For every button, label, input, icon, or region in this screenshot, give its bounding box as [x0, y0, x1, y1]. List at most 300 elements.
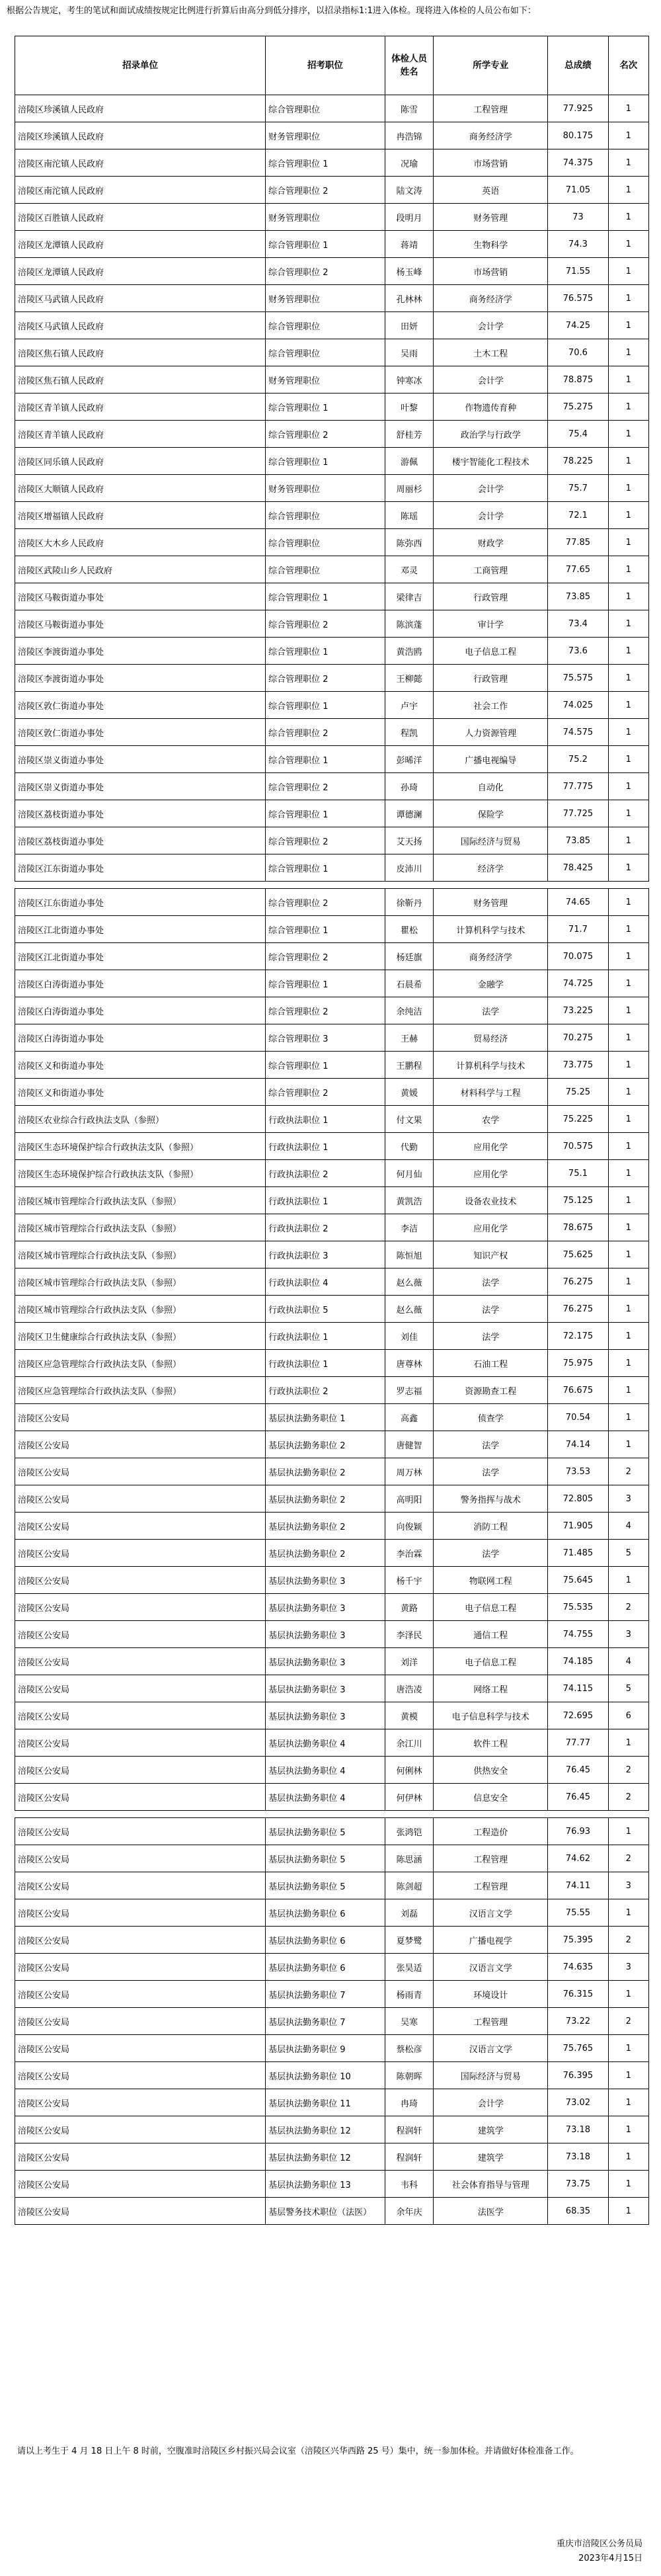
cell-rank: 5: [608, 1675, 648, 1702]
cell-name: 卢宇: [385, 692, 434, 719]
table-row: [15, 1052, 649, 1079]
cell-unit: 涪陵区公安局: [15, 1757, 266, 1784]
cell-rank: 1: [608, 312, 648, 339]
cell-position: 综合管理职位 2: [266, 421, 385, 448]
signature-date: 2023年4月15日: [578, 2554, 642, 2563]
cell-score: 75.25: [548, 1079, 608, 1106]
cell-unit: 涪陵区公安局: [15, 1784, 266, 1811]
cell-unit: 涪陵区义和街道办事处: [15, 1079, 266, 1106]
table-row: [15, 1702, 649, 1729]
cell-unit: 涪陵区义和街道办事处: [15, 1052, 266, 1079]
cell-major: 应用化学: [434, 1160, 548, 1187]
cell-name: 陈恒旭: [385, 1241, 434, 1268]
cell-name: 黄媛: [385, 1079, 434, 1106]
cell-unit: 涪陵区白涛街道办事处: [15, 1024, 266, 1052]
cell-unit: 涪陵区公安局: [15, 1404, 266, 1431]
cell-major: 土木工程: [434, 339, 548, 366]
table-row: [15, 1377, 649, 1404]
cell-position: 综合管理职位: [266, 502, 385, 529]
cell-score: 75.645: [548, 1567, 608, 1594]
cell-name: 付文果: [385, 1106, 434, 1133]
cell-major: 法学: [434, 1296, 548, 1323]
cell-major: 消防工程: [434, 1513, 548, 1540]
cell-major: 法学: [434, 1458, 548, 1485]
cell-score: 75.765: [548, 2035, 608, 2062]
cell-unit: 涪陵区白涛街道办事处: [15, 997, 266, 1024]
cell-score: 75.2: [548, 746, 608, 773]
cell-rank: 1: [608, 1323, 648, 1350]
cell-unit: 涪陵区生态环境保护综合行政执法支队（参照）: [15, 1133, 266, 1160]
cell-rank: 1: [608, 665, 648, 692]
cell-major: 保险学: [434, 800, 548, 827]
cell-position: 综合管理职位 1: [266, 394, 385, 421]
cell-score: 75.395: [548, 1927, 608, 1954]
cell-unit: 涪陵区公安局: [15, 2198, 266, 2225]
cell-rank: 1: [608, 1241, 648, 1268]
cell-score: 74.185: [548, 1648, 608, 1675]
cell-major: 市场营销: [434, 258, 548, 285]
cell-rank: 1: [608, 149, 648, 177]
cell-score: 74.25: [548, 312, 608, 339]
cell-rank: 1: [608, 1567, 648, 1594]
cell-unit: 涪陵区江北街道办事处: [15, 943, 266, 970]
cell-name: 黄凯浩: [385, 1187, 434, 1214]
cell-name: 杨千宇: [385, 1567, 434, 1594]
cell-unit: 涪陵区大顺镇人民政府: [15, 475, 266, 502]
cell-position: 行政执法职位 1: [266, 1323, 385, 1350]
cell-position: 基层执法勤务职位 3: [266, 1621, 385, 1648]
cell-rank: 1: [608, 556, 648, 583]
cell-position: 行政执法职位 3: [266, 1241, 385, 1268]
cell-score: 76.45: [548, 1784, 608, 1811]
cell-score: 75.4: [548, 421, 608, 448]
table-row: [15, 1845, 649, 1872]
cell-unit: 涪陵区公安局: [15, 1845, 266, 1872]
cell-major: 金融学: [434, 970, 548, 997]
cell-unit: 涪陵区马武镇人民政府: [15, 312, 266, 339]
cell-name: 向俊颖: [385, 1513, 434, 1540]
cell-major: 财务管理: [434, 889, 548, 916]
table-body: [15, 95, 649, 2225]
table-row: [15, 1899, 649, 1927]
cell-score: 75.625: [548, 1241, 608, 1268]
cell-name: 彭晞洋: [385, 746, 434, 773]
cell-score: 73.18: [548, 2116, 608, 2143]
table-row: [15, 1404, 649, 1431]
header-position: 招考职位: [266, 36, 385, 95]
cell-name: 石晨希: [385, 970, 434, 997]
cell-score: 76.275: [548, 1296, 608, 1323]
cell-position: 综合管理职位 2: [266, 773, 385, 800]
cell-rank: 1: [608, 638, 648, 665]
cell-rank: 1: [608, 827, 648, 854]
cell-major: 通信工程: [434, 1621, 548, 1648]
cell-score: 75.225: [548, 1106, 608, 1133]
table-row: [15, 1594, 649, 1621]
cell-score: 77.65: [548, 556, 608, 583]
cell-name: 陈思涵: [385, 1845, 434, 1872]
cell-score: 70.275: [548, 1024, 608, 1052]
cell-unit: 涪陵区农业综合行政执法支队（参照）: [15, 1106, 266, 1133]
cell-position: 综合管理职位 1: [266, 448, 385, 475]
cell-position: 基层执法勤务职位 2: [266, 1458, 385, 1485]
cell-position: 综合管理职位 1: [266, 854, 385, 882]
cell-major: 汉语言文学: [434, 1899, 548, 1927]
cell-position: 基层执法勤务职位 1: [266, 1404, 385, 1431]
cell-position: 基层执法勤务职位 2: [266, 1431, 385, 1458]
cell-unit: 涪陵区珍溪镇人民政府: [15, 95, 266, 122]
cell-name: 杨雨青: [385, 1981, 434, 2008]
table-row: [15, 719, 649, 746]
cell-score: 77.77: [548, 1729, 608, 1757]
cell-unit: 涪陵区增福镇人民政府: [15, 502, 266, 529]
cell-unit: 涪陵区城市管理综合行政执法支队（参照）: [15, 1241, 266, 1268]
cell-unit: 涪陵区江东街道办事处: [15, 854, 266, 882]
cell-unit: 涪陵区公安局: [15, 1818, 266, 1845]
cell-rank: 1: [608, 285, 648, 312]
cell-unit: 涪陵区同乐镇人民政府: [15, 448, 266, 475]
cell-rank: 1: [608, 1729, 648, 1757]
cell-rank: 1: [608, 1024, 648, 1052]
cell-position: 基层执法勤务职位 2: [266, 1540, 385, 1567]
cell-unit: 涪陵区青羊镇人民政府: [15, 394, 266, 421]
cell-name: 徐靳丹: [385, 889, 434, 916]
cell-unit: 涪陵区应急管理综合行政执法支队（参照）: [15, 1350, 266, 1377]
cell-score: 76.93: [548, 1818, 608, 1845]
cell-name: 游佩: [385, 448, 434, 475]
table-row: [15, 1540, 649, 1567]
cell-name: 刘佳: [385, 1323, 434, 1350]
table-row: [15, 1268, 649, 1296]
cell-name: 陆文涛: [385, 177, 434, 204]
cell-position: 综合管理职位 1: [266, 149, 385, 177]
cell-position: 基层执法勤务职位 3: [266, 1702, 385, 1729]
cell-score: 76.395: [548, 2062, 608, 2089]
cell-unit: 涪陵区公安局: [15, 1594, 266, 1621]
cell-name: 夏梦鹭: [385, 1927, 434, 1954]
table-row: [15, 746, 649, 773]
cell-major: 会计学: [434, 502, 548, 529]
cell-score: 74.375: [548, 149, 608, 177]
cell-rank: 6: [608, 1702, 648, 1729]
page-break-cell: [15, 882, 649, 889]
cell-name: 叶黎: [385, 394, 434, 421]
cell-major: 建筑学: [434, 2143, 548, 2171]
cell-unit: 涪陵区公安局: [15, 2171, 266, 2198]
cell-rank: 3: [608, 1621, 648, 1648]
cell-score: 73.53: [548, 1458, 608, 1485]
table-header-row: [15, 36, 649, 95]
cell-name: 高鑫: [385, 1404, 434, 1431]
cell-unit: 涪陵区江北街道办事处: [15, 916, 266, 943]
cell-unit: 涪陵区焦石镇人民政府: [15, 366, 266, 394]
table-row: [15, 773, 649, 800]
cell-major: 汉语言文学: [434, 2035, 548, 2062]
cell-score: 74.65: [548, 889, 608, 916]
cell-rank: 1: [608, 1296, 648, 1323]
cell-unit: 涪陵区江东街道办事处: [15, 889, 266, 916]
cell-major: 工程管理: [434, 2008, 548, 2035]
cell-unit: 涪陵区公安局: [15, 1648, 266, 1675]
table-row: [15, 475, 649, 502]
cell-major: 作物遗传育种: [434, 394, 548, 421]
cell-rank: 1: [608, 1106, 648, 1133]
cell-unit: 涪陵区百胜镇人民政府: [15, 204, 266, 231]
cell-major: 工程管理: [434, 1845, 548, 1872]
table-row: [15, 1024, 649, 1052]
table-row: [15, 943, 649, 970]
cell-unit: 涪陵区公安局: [15, 2035, 266, 2062]
table-row: [15, 1241, 649, 1268]
cell-rank: 1: [608, 177, 648, 204]
cell-rank: 1: [608, 421, 648, 448]
cell-position: 基层警务技术职位（法医）: [266, 2198, 385, 2225]
cell-score: 74.3: [548, 231, 608, 258]
table-row: [15, 1872, 649, 1899]
cell-rank: 1: [608, 1899, 648, 1927]
cell-name: 陈朝晖: [385, 2062, 434, 2089]
table-row: [15, 2035, 649, 2062]
cell-unit: 涪陵区珍溪镇人民政府: [15, 122, 266, 149]
cell-major: 法学: [434, 997, 548, 1024]
cell-position: 综合管理职位 2: [266, 719, 385, 746]
cell-score: 76.575: [548, 285, 608, 312]
cell-position: 基层执法勤务职位 11: [266, 2089, 385, 2116]
cell-major: 警务指挥与战术: [434, 1485, 548, 1513]
table-row: [15, 1133, 649, 1160]
cell-name: 唐健智: [385, 1431, 434, 1458]
cell-score: 73: [548, 204, 608, 231]
cell-name: 高明阳: [385, 1485, 434, 1513]
cell-unit: 涪陵区马武镇人民政府: [15, 285, 266, 312]
exam-notice-text: 请以上考生于 4 月 18 日上午 8 时前，空腹准时涪陵区乡村振兴局会议室（涪陵区兴华西路 25 号）集中，统一参加体检。并请做好体检准备工作。: [17, 2446, 579, 2456]
cell-major: 英语: [434, 177, 548, 204]
cell-rank: 1: [608, 773, 648, 800]
table-row: [15, 258, 649, 285]
cell-position: 基层执法勤务职位 5: [266, 1818, 385, 1845]
cell-major: 商务经济学: [434, 122, 548, 149]
cell-rank: 1: [608, 800, 648, 827]
header-name: 体检人员姓名: [385, 36, 434, 95]
cell-major: 法学: [434, 1323, 548, 1350]
cell-name: 余江川: [385, 1729, 434, 1757]
cell-major: 行政管理: [434, 665, 548, 692]
cell-rank: 1: [608, 2198, 648, 2225]
cell-unit: 涪陵区公安局: [15, 1729, 266, 1757]
cell-rank: 1: [608, 95, 648, 122]
cell-score: 75.55: [548, 1899, 608, 1927]
cell-score: 73.22: [548, 2008, 608, 2035]
cell-position: 行政执法职位 4: [266, 1268, 385, 1296]
cell-rank: 1: [608, 1818, 648, 1845]
cell-position: 基层执法勤务职位 6: [266, 1927, 385, 1954]
cell-name: 蒋靖: [385, 231, 434, 258]
cell-position: 基层执法勤务职位 12: [266, 2143, 385, 2171]
table-row: [15, 231, 649, 258]
table-row: [15, 2062, 649, 2089]
header-score: 总成绩: [548, 36, 608, 95]
cell-score: 72.695: [548, 1702, 608, 1729]
table-row: [15, 95, 649, 122]
cell-rank: 3: [608, 1872, 648, 1899]
cell-name: 陈瑶: [385, 502, 434, 529]
cell-rank: 1: [608, 475, 648, 502]
page-break-row: [15, 882, 649, 889]
cell-major: 商务经济学: [434, 943, 548, 970]
cell-major: 工程管理: [434, 95, 548, 122]
table-row: [15, 1927, 649, 1954]
cell-rank: 1: [608, 692, 648, 719]
cell-major: 人力资源管理: [434, 719, 548, 746]
table-row: [15, 1079, 649, 1106]
cell-score: 75.275: [548, 394, 608, 421]
cell-score: 73.85: [548, 583, 608, 610]
table-row: [15, 1323, 649, 1350]
cell-rank: 1: [608, 1079, 648, 1106]
cell-major: 社会工作: [434, 692, 548, 719]
cell-unit: 涪陵区崇义街道办事处: [15, 773, 266, 800]
cell-major: 汉语言文学: [434, 1954, 548, 1981]
table-row: [15, 448, 649, 475]
table-row: [15, 800, 649, 827]
cell-name: 黄模: [385, 1702, 434, 1729]
cell-major: 工程管理: [434, 1872, 548, 1899]
cell-unit: 涪陵区公安局: [15, 1513, 266, 1540]
cell-unit: 涪陵区公安局: [15, 1567, 266, 1594]
cell-name: 黄浩鸥: [385, 638, 434, 665]
cell-major: 石油工程: [434, 1350, 548, 1377]
cell-unit: 涪陵区公安局: [15, 2008, 266, 2035]
cell-score: 75.1: [548, 1160, 608, 1187]
cell-major: 环境设计: [434, 1981, 548, 2008]
cell-score: 76.275: [548, 1268, 608, 1296]
cell-major: 法医学: [434, 2198, 548, 2225]
cell-position: 基层执法勤务职位 3: [266, 1648, 385, 1675]
cell-unit: 涪陵区城市管理综合行政执法支队（参照）: [15, 1214, 266, 1241]
cell-unit: 涪陵区武陵山乡人民政府: [15, 556, 266, 583]
cell-rank: 1: [608, 997, 648, 1024]
cell-rank: 1: [608, 943, 648, 970]
cell-name: 陈弥西: [385, 529, 434, 556]
cell-position: 综合管理职位 1: [266, 583, 385, 610]
cell-major: 资源勘查工程: [434, 1377, 548, 1404]
signature-block: [557, 2537, 642, 2566]
cell-unit: 涪陵区城市管理综合行政执法支队（参照）: [15, 1268, 266, 1296]
table-row: [15, 1485, 649, 1513]
table-row: [15, 556, 649, 583]
cell-unit: 涪陵区应急管理综合行政执法支队（参照）: [15, 1377, 266, 1404]
cell-unit: 涪陵区生态环境保护综合行政执法支队（参照）: [15, 1160, 266, 1187]
cell-rank: 1: [608, 204, 648, 231]
cell-position: 行政执法职位 1: [266, 1187, 385, 1214]
cell-score: 72.1: [548, 502, 608, 529]
header-unit: 招录单位: [15, 36, 266, 95]
cell-unit: 涪陵区公安局: [15, 1954, 266, 1981]
table-row: [15, 1729, 649, 1757]
cell-position: 行政执法职位 1: [266, 1133, 385, 1160]
cell-major: 经济学: [434, 854, 548, 882]
table-row: [15, 394, 649, 421]
cell-major: 应用化学: [434, 1133, 548, 1160]
cell-major: 电子信息工程: [434, 638, 548, 665]
cell-name: 田妍: [385, 312, 434, 339]
cell-position: 基层执法勤务职位 2: [266, 1513, 385, 1540]
table-row: [15, 1981, 649, 2008]
cell-rank: 1: [608, 2171, 648, 2198]
cell-major: 政治学与行政学: [434, 421, 548, 448]
cell-unit: 涪陵区公安局: [15, 1540, 266, 1567]
cell-score: 77.725: [548, 800, 608, 827]
cell-major: 侦查学: [434, 1404, 548, 1431]
cell-major: 行政管理: [434, 583, 548, 610]
cell-major: 工程造价: [434, 1818, 548, 1845]
cell-name: 何俐林: [385, 1757, 434, 1784]
cell-major: 知识产权: [434, 1241, 548, 1268]
cell-unit: 涪陵区李渡街道办事处: [15, 665, 266, 692]
table-row: [15, 529, 649, 556]
cell-score: 75.535: [548, 1594, 608, 1621]
table-row: [15, 610, 649, 638]
cell-major: 工商管理: [434, 556, 548, 583]
cell-score: 77.925: [548, 95, 608, 122]
table-row: [15, 1187, 649, 1214]
cell-unit: 涪陵区龙潭镇人民政府: [15, 258, 266, 285]
cell-name: 皮沛川: [385, 854, 434, 882]
cell-score: 68.35: [548, 2198, 608, 2225]
cell-major: 信息安全: [434, 1784, 548, 1811]
cell-score: 74.755: [548, 1621, 608, 1648]
cell-unit: 涪陵区敦仁街道办事处: [15, 692, 266, 719]
table-row: [15, 2143, 649, 2171]
cell-score: 74.11: [548, 1872, 608, 1899]
cell-unit: 涪陵区公安局: [15, 1621, 266, 1648]
table-row: [15, 122, 649, 149]
table-row: [15, 2008, 649, 2035]
cell-position: 综合管理职位: [266, 95, 385, 122]
cell-name: 冉琦: [385, 2089, 434, 2116]
cell-rank: 3: [608, 1485, 648, 1513]
cell-name: 艾天扬: [385, 827, 434, 854]
cell-unit: 涪陵区青羊镇人民政府: [15, 421, 266, 448]
cell-score: 71.05: [548, 177, 608, 204]
cell-name: 王赫: [385, 1024, 434, 1052]
cell-score: 77.775: [548, 773, 608, 800]
cell-unit: 涪陵区白涛街道办事处: [15, 970, 266, 997]
cell-name: 吴雨: [385, 339, 434, 366]
table-row: [15, 1954, 649, 1981]
cell-score: 70.6: [548, 339, 608, 366]
cell-major: 楼宇智能化工程技术: [434, 448, 548, 475]
cell-rank: 1: [608, 231, 648, 258]
cell-position: 综合管理职位 1: [266, 970, 385, 997]
cell-name: 冉浩锦: [385, 122, 434, 149]
cell-rank: 1: [608, 502, 648, 529]
cell-position: 行政执法职位 1: [266, 1106, 385, 1133]
table-row: [15, 1621, 649, 1648]
cell-name: 杨玉峰: [385, 258, 434, 285]
table-row: [15, 285, 649, 312]
cell-major: 国际经济与贸易: [434, 827, 548, 854]
cell-score: 73.225: [548, 997, 608, 1024]
table-row: [15, 1350, 649, 1377]
cell-rank: 1: [608, 2035, 648, 2062]
table-row: [15, 1818, 649, 1845]
cell-rank: 1: [608, 889, 648, 916]
cell-name: 刘磊: [385, 1899, 434, 1927]
cell-position: 行政执法职位 1: [266, 1350, 385, 1377]
cell-rank: 1: [608, 854, 648, 882]
cell-unit: 涪陵区荔枝街道办事处: [15, 800, 266, 827]
